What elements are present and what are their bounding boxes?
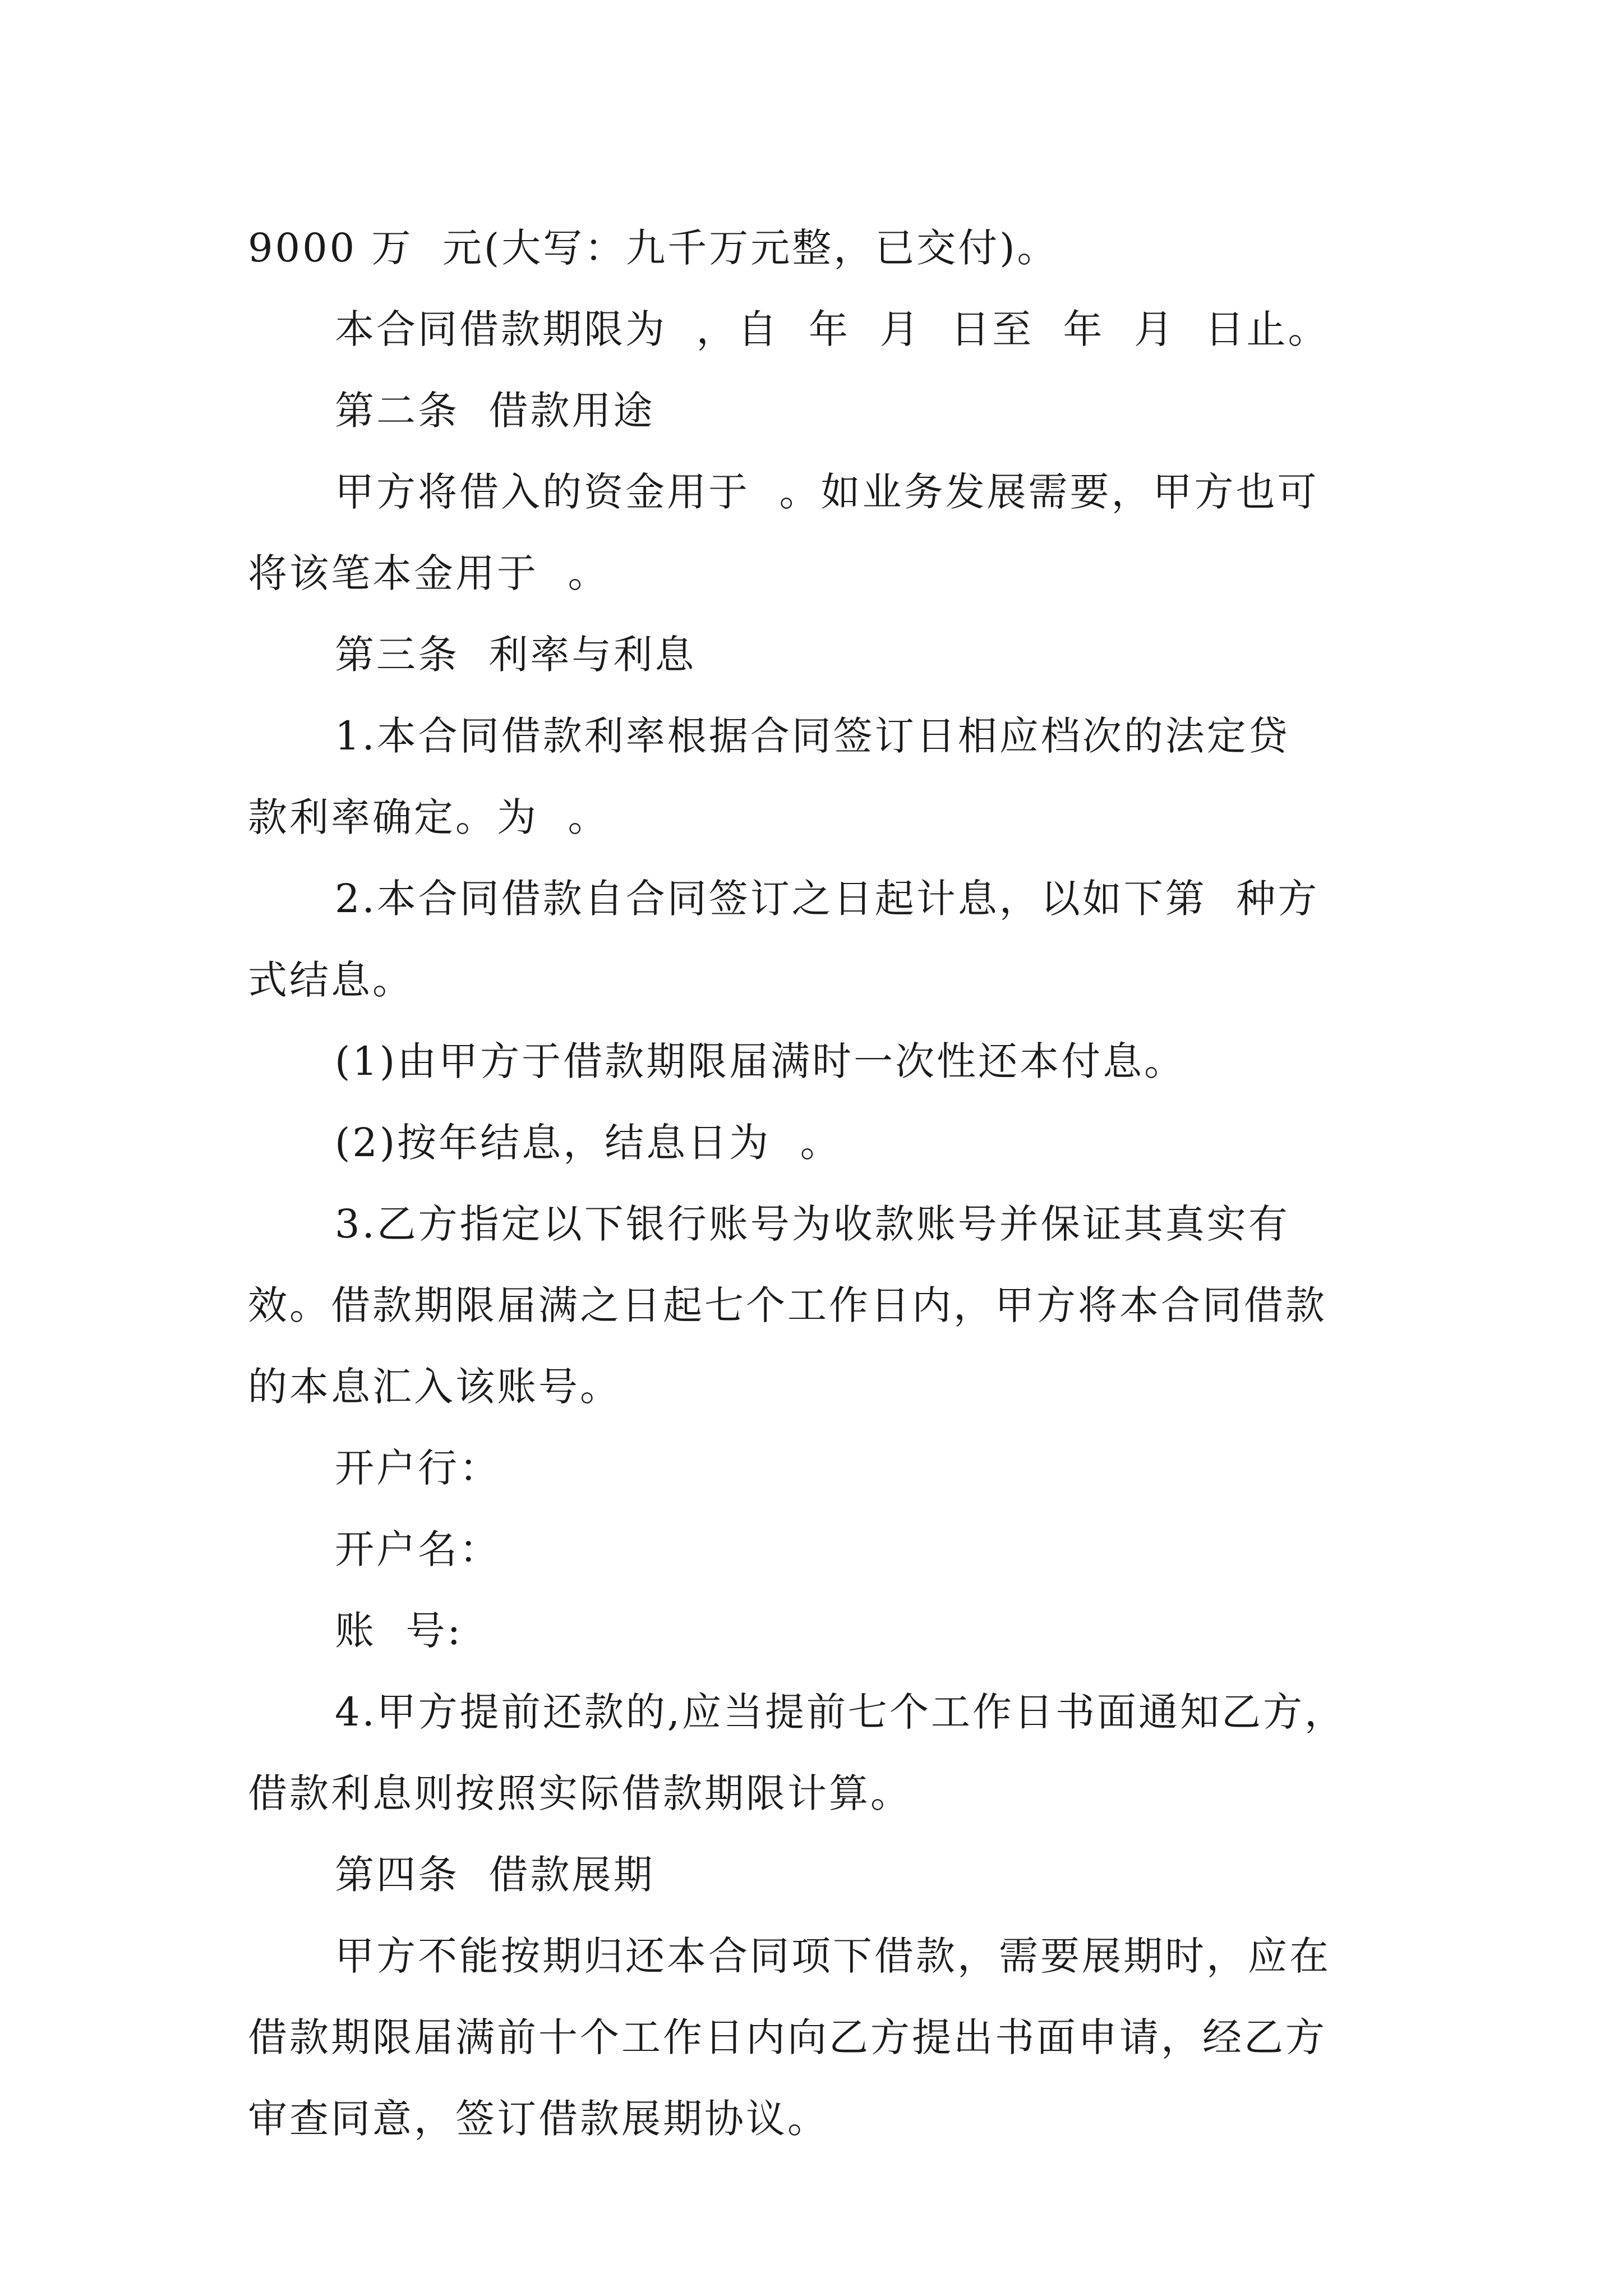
text-line: 本合同借款期限为 ，自 年 月 日至 年 月 日止。 — [335, 306, 1330, 352]
text-line: 3.乙方指定以下银行账号为收款账号并保证其真实有 — [335, 1201, 1290, 1247]
text-line: 甲方将借入的资金用于 。如业务发展需要，甲方也可 — [335, 469, 1319, 515]
text-line: 2.本合同借款自合同签订之日起计息，以如下第 种方 — [335, 876, 1320, 922]
text-line: (2)按年结息，结息日为 。 — [335, 1120, 842, 1166]
contract-body — [248, 208, 1386, 2160]
text-line: 将该笔本金用于 。 — [248, 550, 610, 596]
account-name-line: 开户名： — [335, 1526, 501, 1572]
account-number-line: 账 号: — [335, 1608, 463, 1654]
text-line: 式结息。 — [248, 957, 414, 1003]
section-heading-4: 第四条 借款展期 — [335, 1852, 655, 1898]
text-line: 的本息汇入该账号。 — [248, 1364, 621, 1410]
text-line: 4.甲方提前还款的,应当提前七个工作日书面通知乙方， — [335, 1689, 1347, 1735]
text-line: (1)由甲方于借款期限届满时一次性还本付息。 — [335, 1038, 1186, 1084]
bank-name-line: 开户行： — [335, 1445, 501, 1491]
text-line: 款利率确定。为 。 — [248, 794, 610, 840]
text-line: 审查同意，签订借款展期协议。 — [248, 2096, 829, 2142]
text-line: 甲方不能按期归还本合同项下借款，需要展期时，应在 — [335, 1933, 1331, 1979]
text-line: 9000 万 元(大写：九千万元整，已交付)。 — [248, 225, 1059, 271]
section-heading-3: 第三条 利率与利息 — [335, 632, 697, 678]
text-line: 借款利息则按照实际借款期限计算。 — [248, 1770, 912, 1816]
text-line: 1.本合同借款利率根据合同签订日相应档次的法定贷 — [335, 713, 1290, 759]
text-line: 借款期限届满前十个工作日内向乙方提出书面申请，经乙方 — [248, 2014, 1327, 2060]
section-heading-2: 第二条 借款用途 — [335, 388, 655, 434]
text-line: 效。借款期限届满之日起七个工作日内，甲方将本合同借款 — [248, 1282, 1327, 1328]
